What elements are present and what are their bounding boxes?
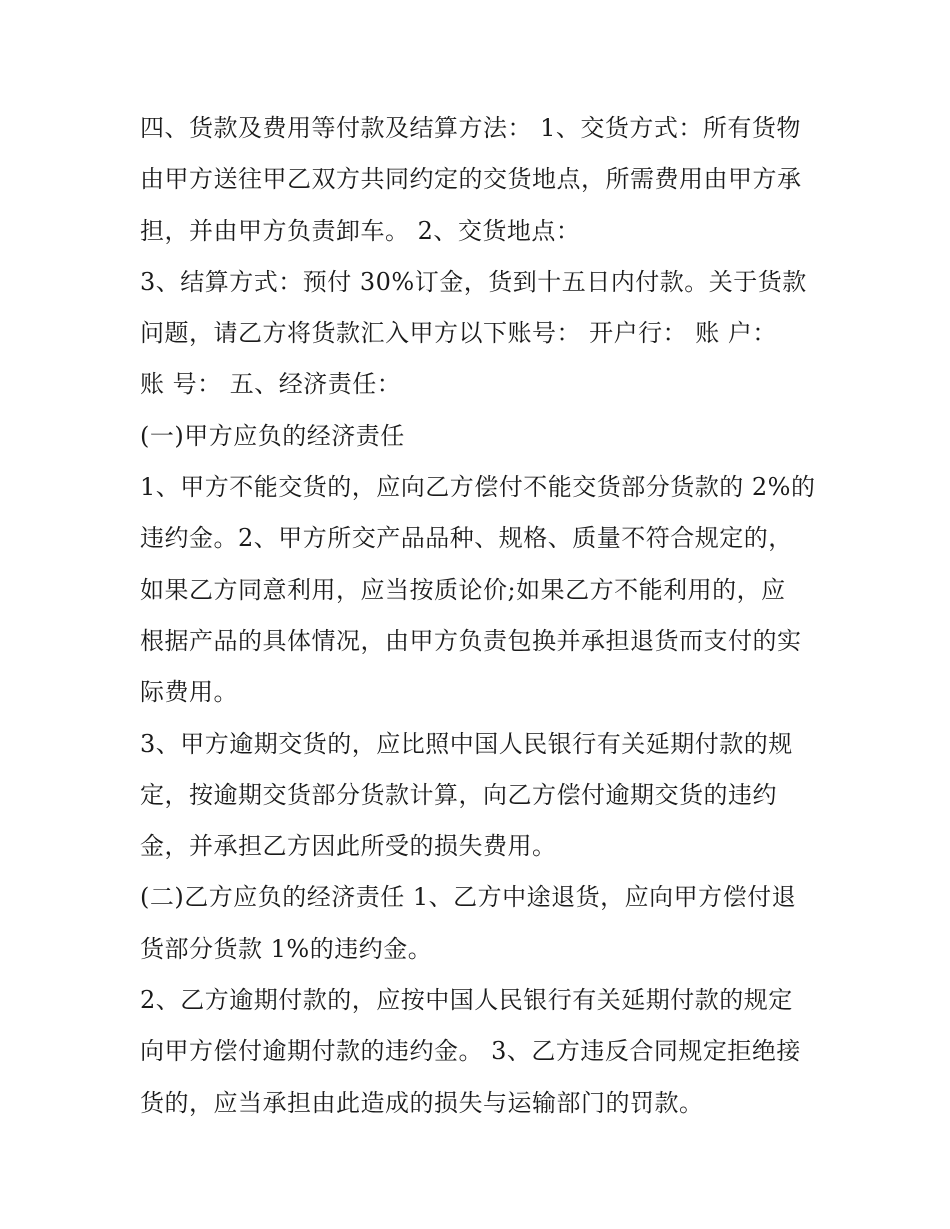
text-line: 担，并由甲方负责卸车。 2、交货地点： xyxy=(140,216,581,245)
text-line: 由甲方送往甲乙双方共同约定的交货地点，所需费用由甲方承 xyxy=(140,165,802,194)
text-line: 货部分货款 1%的违约金。 xyxy=(140,934,433,963)
text-line: 问题，请乙方将货款汇入甲方以下账号： 开户行： 账 户： xyxy=(140,319,777,348)
text-line: 3、结算方式：预付 30%订金，货到十五日内付款。关于货款 xyxy=(140,267,807,296)
text-line: 账 号： 五、经济责任： xyxy=(140,370,402,399)
document-body xyxy=(140,103,820,1129)
text-line: 货的，应当承担由此造成的损失与运输部门的罚款。 xyxy=(140,1088,704,1117)
text-line: 金，并承担乙方因此所受的损失费用。 xyxy=(140,832,557,861)
text-line: 3、甲方逾期交货的，应比照中国人民银行有关延期付款的规 xyxy=(140,729,793,758)
text-line: 1、甲方不能交货的，应向乙方偿付不能交货部分货款的 2%的 xyxy=(140,473,816,502)
text-line: 违约金。2、甲方所交产品品种、规格、质量不符合规定的， xyxy=(140,524,793,553)
text-line: (二)乙方应负的经济责任 1、乙方中途退货，应向甲方偿付退 xyxy=(140,883,797,912)
text-line: 定，按逾期交货部分货款计算，向乙方偿付逾期交货的违约 xyxy=(140,780,777,809)
text-line: 四、货款及费用等付款及结算方法： 1、交货方式：所有货物 xyxy=(140,114,801,142)
text-line: 如果乙方同意利用，应当按质论价;如果乙方不能利用的，应 xyxy=(140,575,786,604)
text-line: 2、乙方逾期付款的，应按中国人民银行有关延期付款的规定 xyxy=(140,986,793,1015)
text-line: 向甲方偿付逾期付款的违约金。 3、乙方违反合同规定拒绝接 xyxy=(140,1037,801,1066)
text-line: (一)甲方应负的经济责任 xyxy=(140,421,405,450)
text-line: 根据产品的具体情况，由甲方负责包换并承担退货而支付的实 xyxy=(140,626,802,655)
text-line: 际费用。 xyxy=(140,678,238,707)
